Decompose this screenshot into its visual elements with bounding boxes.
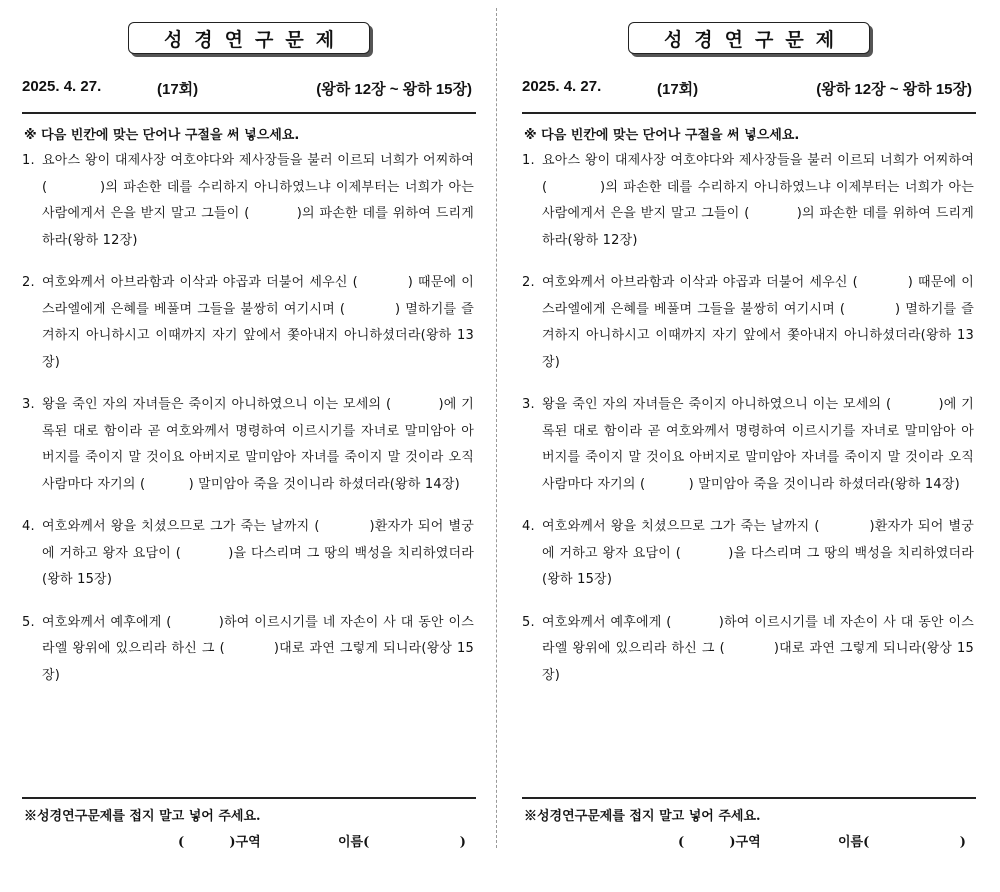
footer-note: ※성경연구문제를 접지 말고 넣어 주세요. (24, 809, 261, 824)
question-number: 1. (522, 153, 535, 168)
question-number: 3. (522, 397, 535, 412)
question-5 (22, 610, 474, 690)
worksheet-right (500, 0, 1000, 892)
question-list (522, 148, 979, 705)
bottom-rule (522, 797, 976, 799)
bottom-rule (22, 797, 476, 799)
question-text: 여호와께서 예후에게 ( )하여 이르시기를 네 자손이 사 대 동안 이스라엘 왕위에 있으리라 하신 그 ( )대로 과연 그렇게 되니라(왕상 15장) (42, 614, 474, 683)
question-list (22, 148, 479, 705)
footer-fields (678, 831, 978, 851)
session-number: (17회) (157, 81, 199, 98)
question-text: 왕을 죽인 자의 자녀들은 죽이지 아니하였으니 이는 모세의 ( )에 기록된 대로 함이라 곧 여호와께서 명령하여 이르시기를 자녀로 말미암아 아버지를 죽이지 말 것이요 아버지로 말미암아 자녀를 죽이지 말 것이라 오직 사람마다 자기의 ( ) 말미암아 죽을 것이니라 하셨더라(왕하 14장) (42, 397, 479, 492)
question-text: 여호와께서 왕을 치셨으므로 그가 죽는 날까지 ( )환자가 되어 별궁에 거하고 왕자 요담이 ( )을 다스리며 그 땅의 백성을 치리하였더라(왕하 15장) (42, 519, 474, 587)
question-number: 4. (22, 519, 35, 534)
question-2 (22, 270, 474, 376)
question-number: 5. (522, 614, 535, 630)
question-number: 5. (22, 614, 35, 630)
question-number: 1. (22, 153, 35, 168)
question-4 (522, 514, 974, 594)
question-text: 요아스 왕이 대제사장 여호야다와 제사장들을 불러 이르되 너희가 어찌하여 ( )의 파손한 데를 수리하지 아니하였느냐 이제부터는 너희가 아는 사람에게서 은을 받지 말고 그들이 ( )의 파손한 데를 위하여 드리게 하라(왕하 12장) (42, 153, 479, 248)
footer-fields (178, 831, 478, 851)
date: 2025. 4. 27. (22, 78, 102, 95)
question-number: 4. (522, 519, 535, 534)
question-2 (522, 270, 974, 376)
worksheet-title: 성경연구문제 (128, 22, 370, 54)
district-field[interactable]: ( )구역 (178, 835, 261, 850)
question-1 (22, 148, 479, 254)
chapter-range: (왕하 12장 ~ 왕하 15장) (316, 81, 472, 98)
session-number: (17회) (657, 81, 699, 98)
top-rule (522, 112, 976, 114)
top-rule (22, 112, 476, 114)
question-text: 여호와께서 아브라함과 이삭과 야곱과 더불어 세우신 ( ) 때문에 이스라엘에게 은혜를 베풀며 그들을 불쌍히 여기시며 ( ) 멸하기를 즐겨하지 아니하시고 이때까지 자기 앞에서 쫓아내지 아니하셨더라(왕하 13장) (542, 275, 974, 370)
question-text: 요아스 왕이 대제사장 여호야다와 제사장들을 불러 이르되 너희가 어찌하여 ( )의 파손한 데를 수리하지 아니하였느냐 이제부터는 너희가 아는 사람에게서 은을 받지 말고 그들이 ( )의 파손한 데를 위하여 드리게 하라(왕하 12장) (542, 153, 979, 248)
name-field[interactable]: 이름( ) (838, 835, 966, 850)
chapter-range: (왕하 12장 ~ 왕하 15장) (816, 81, 972, 98)
info-row (22, 78, 474, 102)
question-3 (522, 392, 979, 498)
district-field[interactable]: ( )구역 (678, 835, 761, 850)
question-text: 여호와께서 왕을 치셨으므로 그가 죽는 날까지 ( )환자가 되어 별궁에 거하고 왕자 요담이 ( )을 다스리며 그 땅의 백성을 치리하였더라(왕하 15장) (542, 519, 974, 587)
question-5 (522, 610, 974, 690)
name-field[interactable]: 이름( ) (338, 835, 466, 850)
info-row (522, 78, 974, 102)
instruction: ※ 다음 빈칸에 맞는 단어나 구절을 써 넣으세요. (524, 128, 800, 143)
question-text: 여호와께서 예후에게 ( )하여 이르시기를 네 자손이 사 대 동안 이스라엘 왕위에 있으리라 하신 그 ( )대로 과연 그렇게 되니라(왕상 15장) (542, 614, 974, 683)
question-1 (522, 148, 979, 254)
worksheet-title: 성경연구문제 (628, 22, 870, 54)
question-3 (22, 392, 479, 498)
question-number: 2. (22, 275, 35, 290)
footer-note: ※성경연구문제를 접지 말고 넣어 주세요. (524, 809, 761, 824)
question-number: 2. (522, 275, 535, 290)
question-text: 여호와께서 아브라함과 이삭과 야곱과 더불어 세우신 ( ) 때문에 이스라엘에게 은혜를 베풀며 그들을 불쌍히 여기시며 ( ) 멸하기를 즐겨하지 아니하시고 이때까지 자기 앞에서 쫓아내지 아니하셨더라(왕하 13장) (42, 275, 474, 370)
date: 2025. 4. 27. (522, 78, 602, 95)
question-number: 3. (22, 397, 35, 412)
question-text: 왕을 죽인 자의 자녀들은 죽이지 아니하였으니 이는 모세의 ( )에 기록된 대로 함이라 곧 여호와께서 명령하여 이르시기를 자녀로 말미암아 아버지를 죽이지 말 것이요 아버지로 말미암아 자녀를 죽이지 말 것이라 오직 사람마다 자기의 ( ) 말미암아 죽을 것이니라 하셨더라(왕하 14장) (542, 397, 979, 492)
question-4 (22, 514, 474, 594)
instruction: ※ 다음 빈칸에 맞는 단어나 구절을 써 넣으세요. (24, 128, 300, 143)
